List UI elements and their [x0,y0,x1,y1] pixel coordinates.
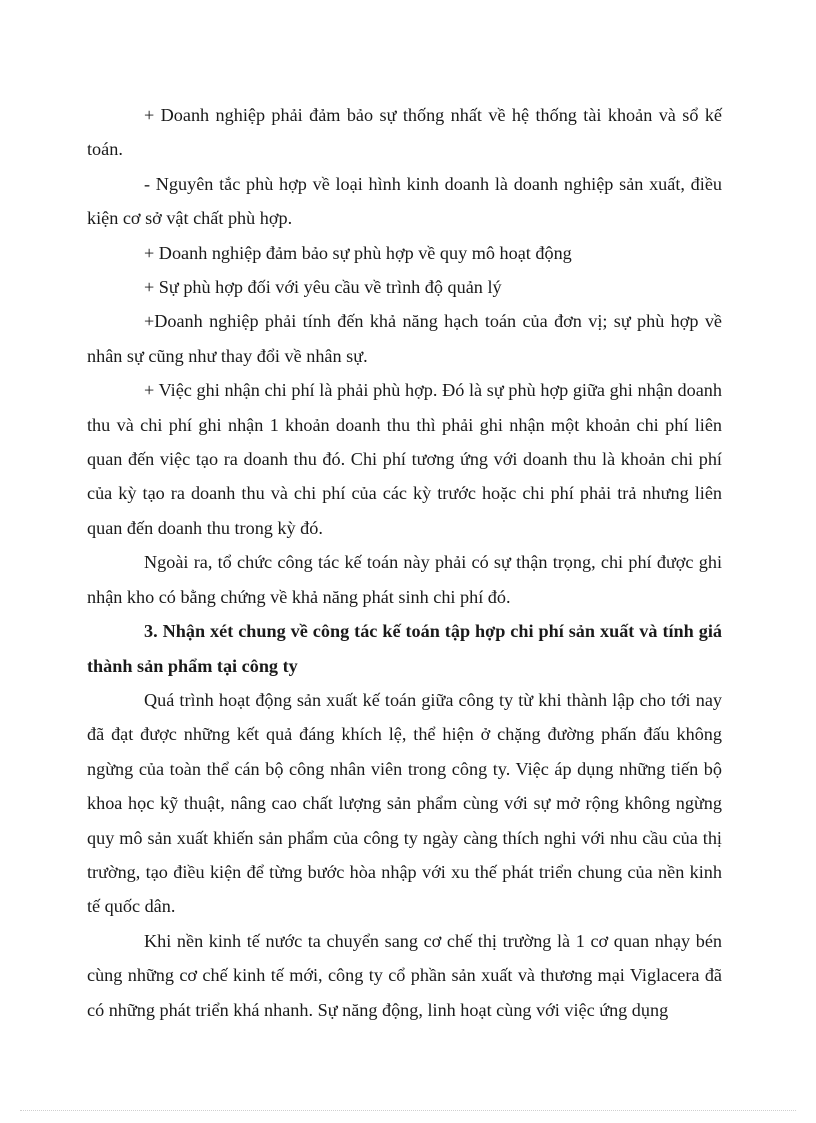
paragraph-account-consistency: + Doanh nghiệp phải đảm bảo sự thống nhất về hệ thống tài khoản và sổ kế toán. [87,105,722,160]
paragraph-cost-recognition: + Việc ghi nhận chi phí là phải phù hợp. Đó là sự phù hợp giữa ghi nhận doanh thu và chi phí ghi nhận 1 khoản doanh thu thì phải ghi nhận một khoản chi phí liên quan đến việc tạo ra doanh thu đó. Chi phí tương ứng với doanh thu là khoản chi phí của kỳ tạo ra doanh thu và chi phí của các kỳ trước hoặc chi phí phải trả nhưng liên quan đến doanh thu trong kỳ đó. [87,380,722,538]
paragraph-prudence: Ngoài ra, tổ chức công tác kế toán này phải có sự thận trọng, chi phí được ghi nhận kho có bằng chứng về khả năng phát sinh chi phí đó. [87,552,722,607]
paragraph-accounting-capacity: +Doanh nghiệp phải tính đến khả năng hạch toán của đơn vị; sự phù hợp về nhân sự cũng như thay đổi về nhân sự. [87,311,722,366]
paragraph-scale: + Doanh nghiệp đảm bảo sự phù hợp về quy mô hoạt động [144,242,572,263]
paragraph-company-progress: Quá trình hoạt động sản xuất kế toán giữa công ty từ khi thành lập cho tới nay đã đạt được những kết quả đáng khích lệ, thể hiện ở chặng đường phấn đấu không ngừng của toàn thể cán bộ công nhân viên trong công ty. Việc áp dụng những tiến bộ khoa học kỹ thuật, nâng cao chất lượng sản phẩm cùng với sự mở rộng không ngừng quy mô sản xuất khiến sản phẩm của công ty ngày càng thích nghi với nhu cầu của thị trường, tạo điều kiện để từng bước hòa nhập với xu thế phát triển chung của nền kinh tế quốc dân. [87,689,722,917]
paragraph-business-type: - Nguyên tắc phù hợp về loại hình kinh doanh là doanh nghiệp sản xuất, điều kiện cơ sở vật chất phù hợp. [87,173,722,229]
page-bottom-divider [20,1110,796,1111]
section-heading: 3. Nhận xét chung về công tác kế toán tập hợp chi phí sản xuất và tính giá thành sản phẩm tại công ty [87,621,722,676]
paragraph-management-level: + Sự phù hợp đối với yêu cầu về trình độ quản lý [144,277,502,298]
paragraph-market-economy: Khi nền kinh tế nước ta chuyển sang cơ chế thị trường là 1 cơ quan nhạy bén cùng những cơ chế kinh tế mới, công ty cổ phần sản xuất và thương mại Viglacera đã có những phát triển khá nhanh. Sự năng động, linh hoạt cùng với việc ứng dụng [87,930,722,1020]
document-page [87,98,722,1027]
